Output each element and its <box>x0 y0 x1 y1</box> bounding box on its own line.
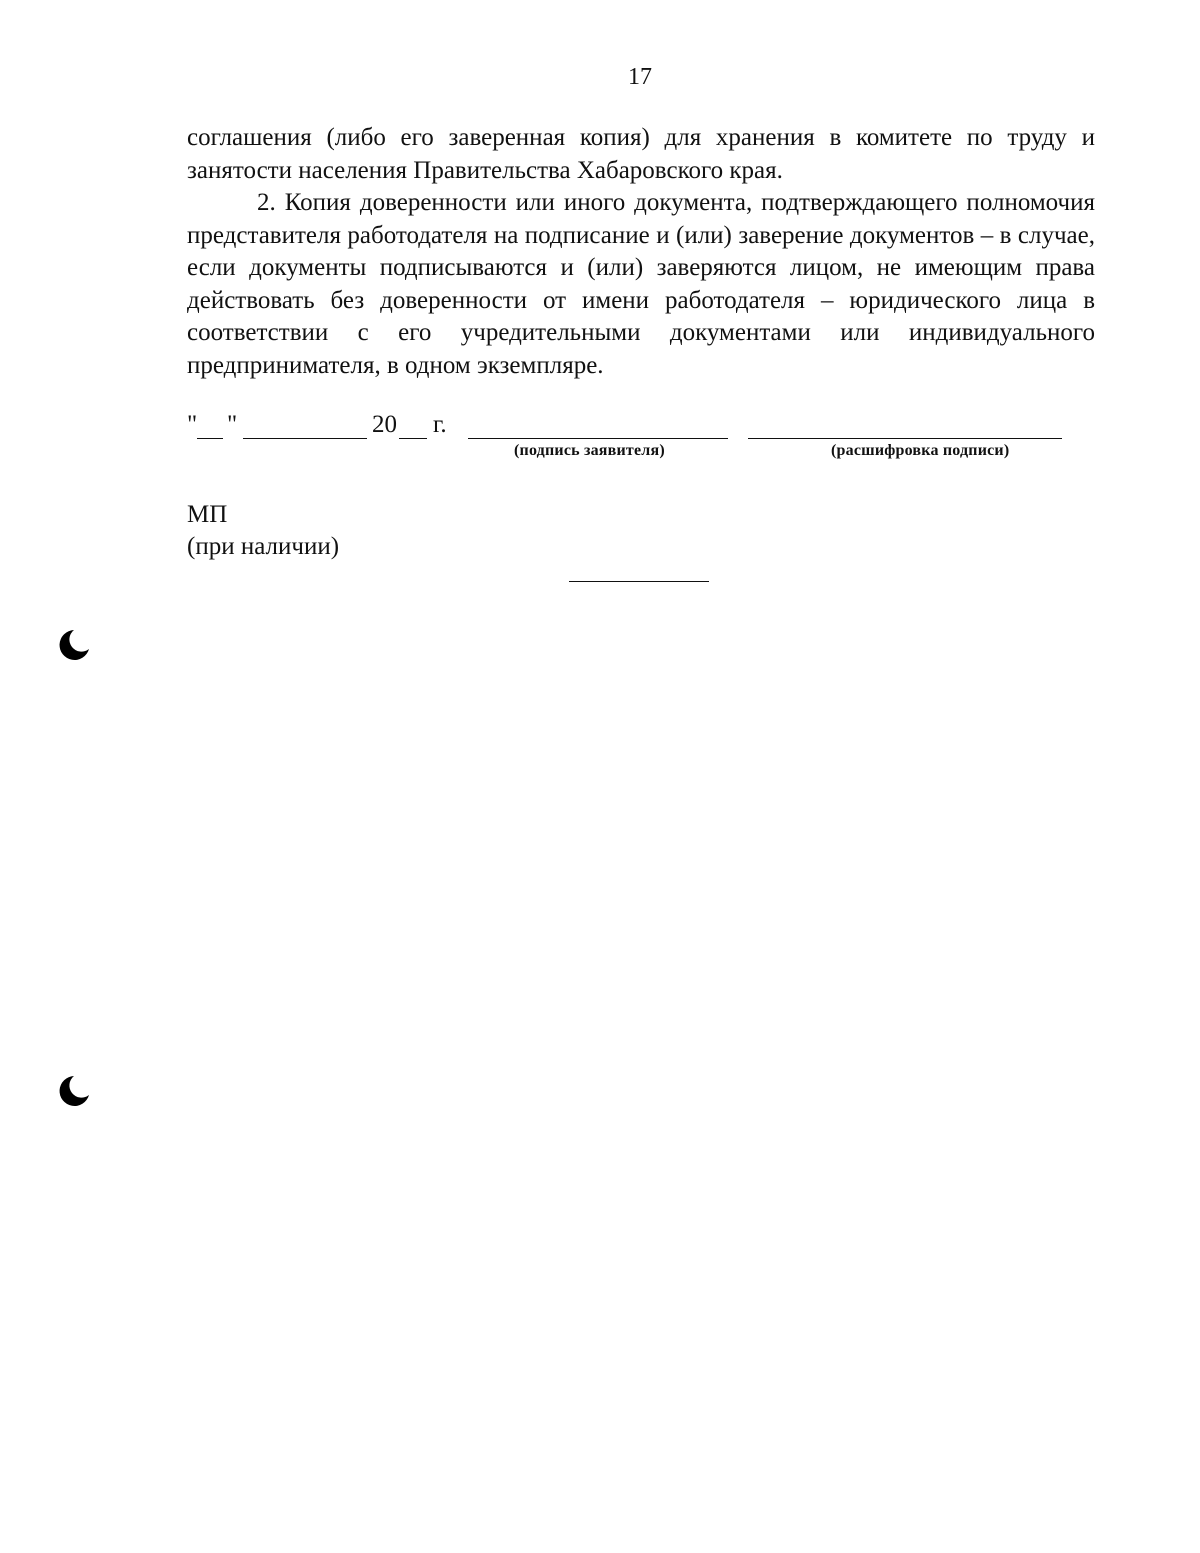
quote-close: " <box>227 411 238 438</box>
paragraph-continuation: соглашения (либо его заверенная копия) для хранения в комитете по труду и занятости населения Правительства Хабаровского края. <box>187 124 1095 184</box>
stamp-note: (при наличии) <box>187 533 340 560</box>
day-blank[interactable] <box>197 438 223 439</box>
month-blank[interactable] <box>243 438 367 439</box>
signature-decode-blank[interactable] <box>748 438 1062 439</box>
page-number: 17 <box>628 64 652 90</box>
paragraph-item-2: 2. Копия доверенности или иного документа, подтверждающего полномочия представителя работодателя на подписание и (или) заверение документов – в случае, если документы подписываются и (или) заверяются лицом, не имеющим права действовать без доверенности от имени работодателя – юридического лица в соответствии с его учредительными документами или индивидуального предпринимателя, в одном экземпляре. <box>187 189 1095 379</box>
crescent-hole-icon <box>56 627 92 663</box>
quote-open: " <box>187 411 198 438</box>
year-prefix: 20 <box>372 411 397 438</box>
document-body <box>187 122 1095 382</box>
signature-caption: (подпись заявителя) <box>514 442 665 459</box>
year-blank[interactable] <box>399 438 427 439</box>
decode-caption: (расшифровка подписи) <box>831 442 1010 459</box>
signature-date-row <box>187 410 1087 444</box>
year-suffix: г. <box>433 411 447 438</box>
end-of-document-line <box>569 581 709 582</box>
stamp-label: МП <box>187 501 228 528</box>
crescent-hole-icon <box>56 1073 92 1109</box>
stamp-block <box>187 499 339 563</box>
signature-blank[interactable] <box>468 438 728 439</box>
